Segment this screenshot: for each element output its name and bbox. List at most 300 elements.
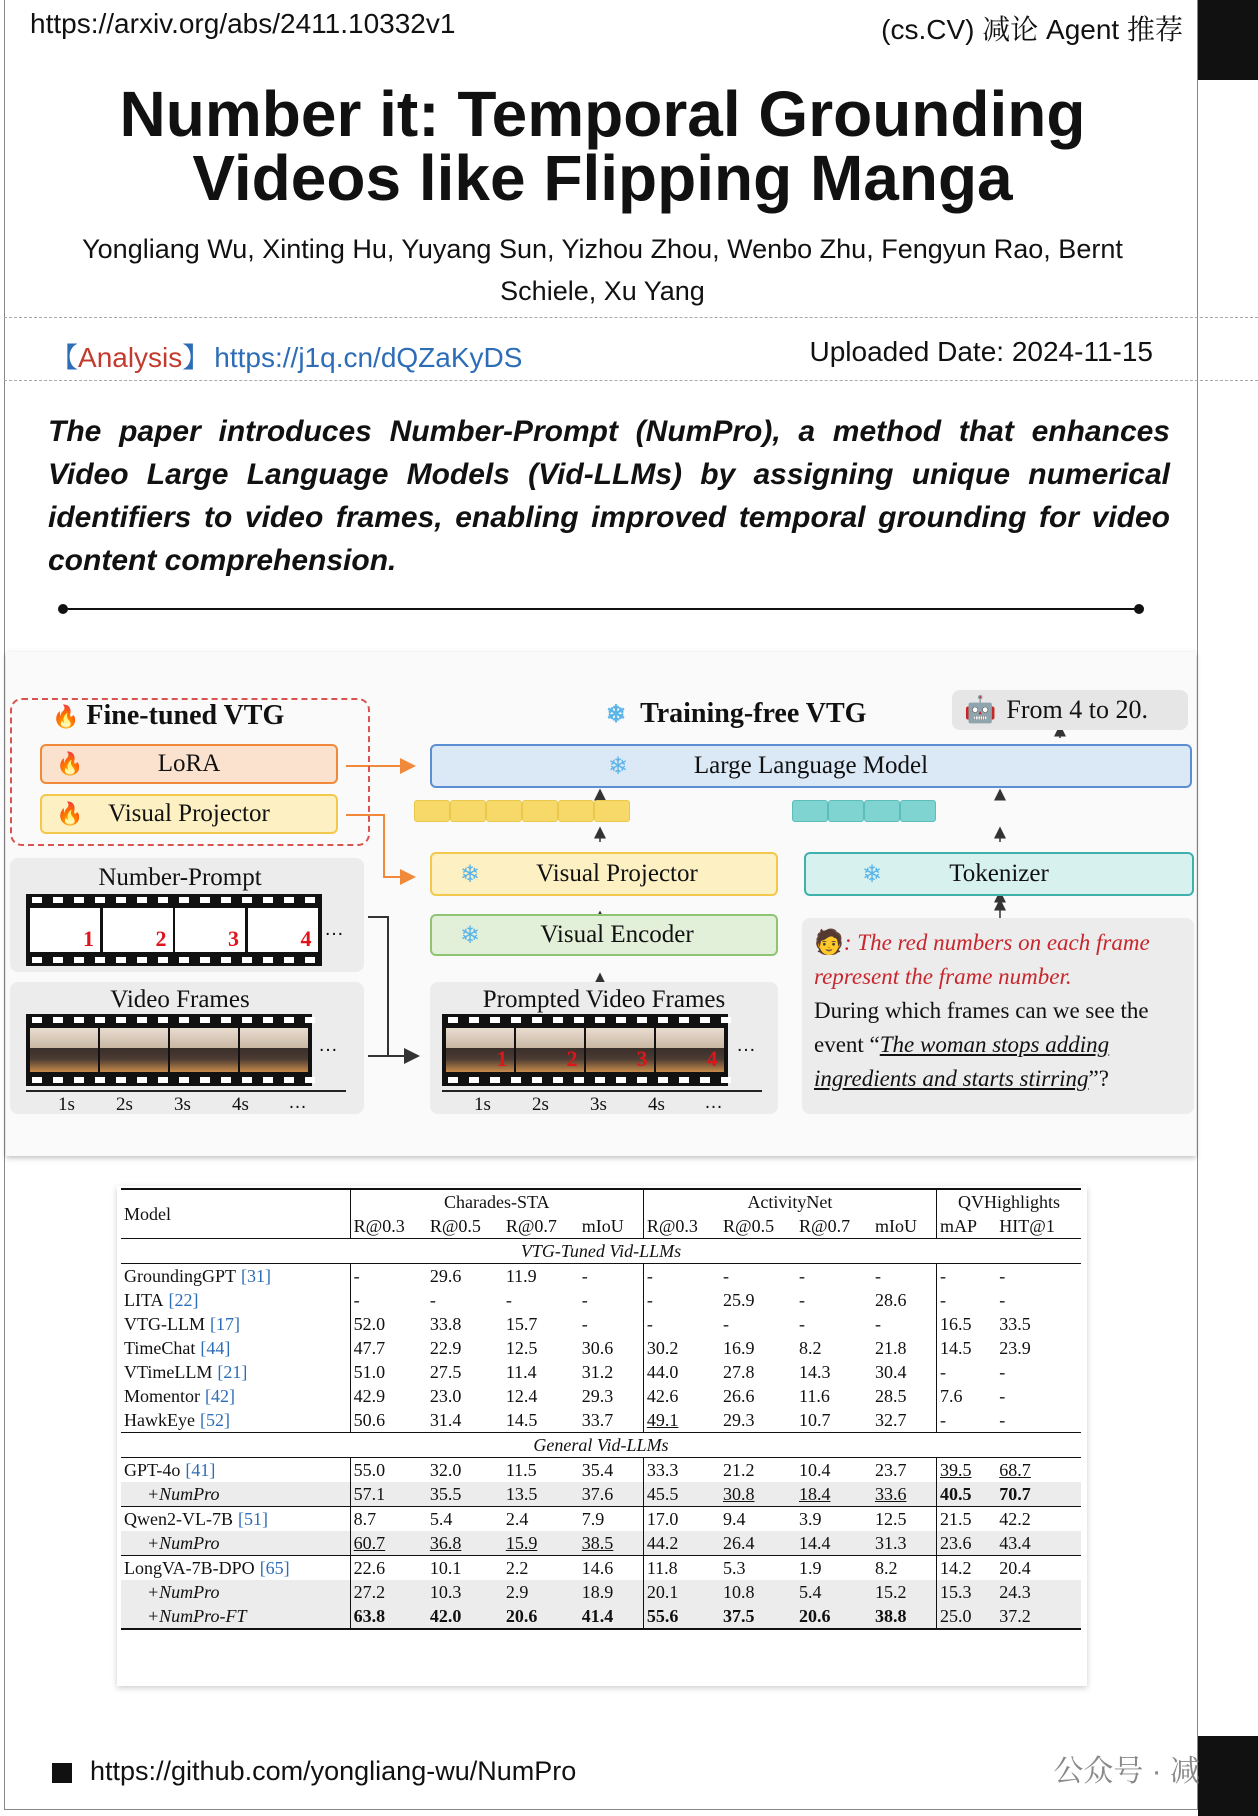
sprocket-hole	[95, 897, 105, 903]
table-cell: 26.6	[723, 1385, 755, 1406]
frame-number: 4	[300, 926, 312, 951]
table-cell: 2.2	[505, 1557, 529, 1578]
sprocket-hole	[53, 1077, 63, 1083]
table-cell: 12.5	[872, 1507, 937, 1532]
sprocket-hole	[200, 897, 210, 903]
table-cell: -	[940, 1265, 947, 1286]
table-cell: -	[579, 1264, 644, 1289]
sprocket-hole	[74, 957, 84, 963]
ellipsis: …	[324, 918, 344, 940]
visual-token	[450, 800, 486, 822]
table-cell: 50.6	[353, 1409, 386, 1430]
sprocket-hole	[284, 957, 294, 963]
table-cell: 29.3	[723, 1409, 755, 1430]
prompted-filmstrip	[442, 1014, 728, 1086]
frame-number: 3	[228, 926, 239, 951]
model-name: +NumPro	[121, 1482, 350, 1507]
table-cell: 60.7	[353, 1532, 386, 1553]
table-cell: 3.9	[798, 1508, 822, 1529]
abstract: The paper introduces Number-Prompt (NumPro), a method that enhances Video Large Language Models (Vid-LLMs) by assigning unique numerical identifiers to video frames, enabling improved temporal grounding for video content comprehension.	[48, 415, 1170, 577]
model-name: +NumPro	[121, 1531, 350, 1556]
table-cell: 7.9	[579, 1507, 644, 1532]
time-tick: 1s	[58, 1094, 75, 1115]
table-cell: 55.6	[646, 1605, 679, 1626]
table-cell: 45.5	[646, 1483, 679, 1504]
table-row	[121, 1384, 1081, 1408]
model-name: Momentor [42]	[121, 1384, 350, 1408]
table-cell: -	[940, 1409, 947, 1430]
sprocket-hole	[595, 1077, 605, 1083]
table-cell: 28.6	[872, 1288, 937, 1312]
sprocket-hole	[511, 1077, 521, 1083]
visual-token	[558, 800, 594, 822]
table-cell: 22.6	[353, 1557, 386, 1578]
method-figure	[6, 652, 1196, 1156]
table-cell: 10.3	[429, 1581, 462, 1602]
table-cell: -	[798, 1289, 805, 1310]
sprocket-hole	[263, 897, 273, 903]
sprocket-hole	[95, 957, 105, 963]
visual-token	[594, 800, 630, 822]
table-cell: 10.8	[723, 1581, 755, 1602]
arxiv-link[interactable]: https://arxiv.org/abs/2411.10332v1	[30, 8, 456, 39]
citation: [31]	[241, 1265, 271, 1286]
table-cell: 31.4	[429, 1409, 462, 1430]
sprocket-hole	[679, 1077, 689, 1083]
model-name: LongVA-7B-DPO [65]	[121, 1556, 350, 1581]
citation: [44]	[200, 1337, 231, 1358]
number-prompt-label: Number-Prompt	[98, 864, 262, 891]
table-cell: 27.8	[723, 1361, 755, 1382]
analysis-link[interactable]	[50, 336, 522, 376]
sprocket-hole	[574, 1077, 584, 1083]
table-cell: 21.8	[872, 1336, 937, 1360]
ellipsis: …	[704, 1092, 723, 1113]
table-cell: 70.7	[999, 1483, 1031, 1504]
time-tick: 2s	[116, 1094, 133, 1115]
snowflake-icon: ❄	[460, 922, 481, 949]
citation: [52]	[199, 1409, 230, 1430]
sprocket-hole	[700, 1017, 710, 1023]
table-cell: 23.9	[999, 1337, 1031, 1358]
sprocket-hole	[137, 897, 147, 903]
table-cell: 15.9	[505, 1532, 538, 1553]
table-row	[121, 1408, 1081, 1433]
corner-block	[1198, 1736, 1258, 1816]
model-name: TimeChat [44]	[121, 1336, 350, 1360]
metric-header: R@0.3	[353, 1215, 405, 1236]
sprocket-hole	[242, 897, 252, 903]
time-tick: 4s	[232, 1094, 249, 1115]
table-row	[121, 1482, 1081, 1507]
tokenizer-box	[804, 852, 1194, 896]
table-cell: 31.2	[579, 1360, 644, 1384]
sprocket-hole	[74, 1017, 84, 1023]
table-cell: -	[999, 1289, 1006, 1310]
text-token	[828, 800, 864, 822]
title-line-2: Videos like Flipping Manga	[192, 142, 1013, 214]
flame-icon: 🔥	[52, 704, 80, 729]
table-cell: 49.1	[646, 1409, 679, 1430]
sprocket-hole	[179, 957, 189, 963]
sprocket-hole	[490, 1077, 500, 1083]
table-cell: 13.5	[505, 1483, 538, 1504]
table-cell: 20.1	[646, 1581, 679, 1602]
visual-token	[522, 800, 558, 822]
sprocket-hole	[721, 1017, 731, 1023]
table-cell: 23.6	[940, 1532, 972, 1553]
sprocket-hole	[721, 1077, 731, 1083]
table-cell: 55.0	[353, 1459, 386, 1480]
film-frame	[248, 908, 318, 952]
table-cell: 1.9	[798, 1557, 822, 1578]
separator	[4, 317, 1258, 318]
table-cell: 25.9	[723, 1289, 755, 1310]
text-token	[864, 800, 900, 822]
table-cell: 33.3	[646, 1459, 679, 1480]
sprocket-hole	[221, 1077, 231, 1083]
sprocket-hole	[616, 1017, 626, 1023]
group-header: ActivityNet	[643, 1189, 936, 1214]
table-cell: 35.5	[429, 1483, 462, 1504]
table-cell: 12.4	[505, 1385, 538, 1406]
snowflake-icon: ❄	[606, 702, 627, 728]
sprocket-hole	[305, 897, 315, 903]
sprocket-hole	[221, 897, 231, 903]
sprocket-hole	[221, 957, 231, 963]
table-cell: 14.3	[798, 1361, 831, 1382]
table-cell: 9.4	[723, 1508, 746, 1529]
visual-encoder-label: Visual Encoder	[540, 921, 694, 948]
text-token	[792, 800, 828, 822]
sprocket-hole	[616, 1077, 626, 1083]
table-cell: -	[872, 1312, 937, 1336]
film-frame	[103, 908, 173, 952]
table-cell: 2.9	[505, 1581, 529, 1602]
group-header: Charades-STA	[350, 1189, 643, 1214]
visual-projector-left-label: Visual Projector	[108, 800, 270, 827]
table-cell: 32.7	[872, 1408, 937, 1433]
sprocket-hole	[116, 1077, 126, 1083]
table-cell: 40.5	[940, 1483, 972, 1504]
table-cell: 15.3	[940, 1581, 972, 1602]
sprocket-hole	[284, 897, 294, 903]
table-cell: -	[353, 1289, 360, 1310]
table-cell: 26.4	[723, 1532, 755, 1553]
wechat-watermark: 公众号 · 减	[1053, 1755, 1200, 1788]
frame-number: 2	[566, 1046, 578, 1071]
github-link[interactable]: https://github.com/yongliang-wu/NumPro	[90, 1756, 577, 1786]
sprocket-hole	[200, 957, 210, 963]
prompted-frames-label: Prompted Video Frames	[482, 986, 726, 1013]
sprocket-hole	[53, 897, 63, 903]
analysis-url[interactable]: https://j1q.cn/dQZaKyDS	[214, 342, 523, 373]
sprocket-hole	[32, 957, 42, 963]
sprocket-hole	[700, 1077, 710, 1083]
table-cell: 29.6	[429, 1265, 462, 1286]
lora-label: LoRA	[157, 750, 221, 777]
sprocket-hole	[158, 1017, 168, 1023]
citation: [42]	[205, 1385, 235, 1406]
sprocket-hole	[137, 957, 147, 963]
sprocket-hole	[179, 1017, 189, 1023]
table-cell: 23.7	[872, 1458, 937, 1483]
citation: [17]	[209, 1313, 240, 1334]
table-row	[121, 1336, 1081, 1360]
sprocket-hole	[242, 1017, 252, 1023]
visual-projector-finetuned	[40, 794, 338, 834]
table-cell: -	[798, 1265, 805, 1286]
table-cell: 23.0	[429, 1385, 462, 1406]
frame-number: 1	[496, 1046, 508, 1071]
sprocket-hole	[553, 1017, 563, 1023]
table-cell: 42.6	[646, 1385, 679, 1406]
citation: [65]	[259, 1557, 290, 1578]
sprocket-hole	[658, 1077, 668, 1083]
sprocket-hole	[532, 1077, 542, 1083]
table-row	[121, 1264, 1081, 1289]
table-cell: 38.8	[872, 1604, 937, 1629]
table-cell: 36.8	[429, 1532, 462, 1553]
table-cell: 33.7	[579, 1408, 644, 1433]
time-tick: 4s	[648, 1094, 665, 1115]
time-tick: 2s	[532, 1094, 549, 1115]
group-header: QVHighlights	[958, 1191, 1061, 1212]
answer-bubble	[952, 690, 1188, 730]
table-cell: 20.6	[505, 1605, 538, 1626]
table-cell: 51.0	[353, 1361, 386, 1382]
time-tick: 3s	[590, 1094, 607, 1115]
table-cell: 32.0	[429, 1459, 462, 1480]
model-header: Model	[121, 1189, 350, 1239]
table-cell: 16.9	[723, 1337, 755, 1358]
metric-header: R@0.3	[646, 1215, 698, 1236]
table-cell: 10.7	[798, 1409, 831, 1430]
table-row	[121, 1507, 1081, 1532]
title-line-1: Number it: Temporal Grounding	[119, 78, 1086, 150]
table-cell: 42.0	[429, 1605, 462, 1626]
sprocket-hole	[200, 1017, 210, 1023]
sprocket-hole	[221, 1017, 231, 1023]
visual-token	[486, 800, 522, 822]
sprocket-hole	[95, 1017, 105, 1023]
table-cell: 44.0	[646, 1361, 679, 1382]
sprocket-hole	[637, 1017, 647, 1023]
robot-icon: 🤖	[964, 695, 997, 724]
table-cell: 42.9	[353, 1385, 386, 1406]
table-cell: 10.1	[429, 1557, 462, 1578]
table-cell: -	[646, 1313, 653, 1334]
sprocket-hole	[595, 1017, 605, 1023]
sprocket-hole	[574, 1017, 584, 1023]
sprocket-hole	[490, 1017, 500, 1023]
sprocket-hole	[469, 1077, 479, 1083]
frame-number: 3	[636, 1046, 648, 1071]
sprocket-hole	[200, 1077, 210, 1083]
table-cell: 18.4	[798, 1483, 831, 1504]
table-cell: 14.2	[940, 1557, 972, 1578]
frame-number: 4	[706, 1046, 718, 1071]
sprocket-hole	[158, 1077, 168, 1083]
table-cell: 15.2	[872, 1580, 937, 1604]
sprocket-hole	[74, 1077, 84, 1083]
table-cell: 5.4	[429, 1508, 453, 1529]
answer-text: From 4 to 20.	[1006, 695, 1148, 724]
table-cell: 5.4	[798, 1581, 822, 1602]
table-cell: 8.2	[872, 1556, 937, 1581]
snowflake-icon: ❄	[608, 753, 629, 780]
model-name: VTG-LLM [17]	[121, 1312, 350, 1336]
question-event: The woman stops adding ingredients and starts stirring	[814, 1032, 1110, 1091]
film-frame	[30, 1028, 98, 1072]
sprocket-hole	[284, 1017, 294, 1023]
table-cell: 33.8	[429, 1313, 462, 1334]
table-cell: -	[505, 1289, 512, 1310]
table-cell: 29.3	[579, 1384, 644, 1408]
snowflake-icon: ❄	[862, 861, 883, 888]
table-cell: -	[723, 1313, 729, 1334]
table-cell: 11.9	[505, 1265, 537, 1286]
table-cell: -	[723, 1265, 729, 1286]
sprocket-hole	[263, 1077, 273, 1083]
table-cell: 43.4	[999, 1532, 1031, 1553]
user-avatar-icon: 🧑	[814, 930, 844, 956]
visual-encoder-box	[430, 914, 778, 956]
film-frame	[30, 908, 100, 952]
metric-header: R@0.5	[723, 1215, 775, 1236]
table-row	[121, 1288, 1081, 1312]
table-cell: -	[579, 1288, 644, 1312]
ellipsis: …	[318, 1034, 338, 1056]
sprocket-hole	[32, 1077, 42, 1083]
citation: [21]	[217, 1361, 248, 1382]
sprocket-hole	[511, 1017, 521, 1023]
table-cell: 68.7	[999, 1459, 1031, 1480]
sprocket-hole	[116, 957, 126, 963]
citation: [41]	[185, 1459, 216, 1480]
table-cell: -	[798, 1313, 805, 1334]
metric-header: mIoU	[872, 1214, 937, 1239]
training-free-text: Training-free VTG	[640, 698, 867, 729]
table-cell: 27.5	[429, 1361, 462, 1382]
authors	[40, 228, 1165, 312]
sprocket-hole	[179, 897, 189, 903]
metric-header: R@0.5	[429, 1215, 481, 1236]
film-frame	[240, 1028, 308, 1072]
section-header: VTG-Tuned Vid-LLMs	[520, 1240, 682, 1261]
sprocket-hole	[137, 1077, 147, 1083]
sprocket-hole	[158, 897, 168, 903]
table-cell: 52.0	[353, 1313, 386, 1334]
table-cell: 21.2	[723, 1459, 755, 1480]
table-cell: 17.0	[646, 1508, 679, 1529]
paper-title	[0, 78, 1205, 214]
bracket: 【	[50, 342, 79, 373]
table-cell: -	[999, 1361, 1006, 1382]
citation: [22]	[168, 1289, 199, 1310]
film-frame	[100, 1028, 168, 1072]
bullet-square	[52, 1763, 72, 1783]
sprocket-hole	[53, 1017, 63, 1023]
model-name: +NumPro	[121, 1580, 350, 1604]
table-cell: 24.3	[999, 1581, 1031, 1602]
table-cell: 20.4	[999, 1557, 1031, 1578]
table-cell: 14.6	[579, 1556, 644, 1581]
table-cell: 33.5	[999, 1313, 1031, 1334]
table-cell: 27.2	[353, 1581, 386, 1602]
analysis-label: Analysis	[78, 342, 183, 373]
snowflake-icon: ❄	[460, 861, 481, 888]
table-cell: 44.2	[646, 1532, 679, 1553]
flame-icon: 🔥	[56, 751, 84, 776]
table-cell: 7.6	[940, 1385, 963, 1406]
text-token	[900, 800, 936, 822]
table-cell: 41.4	[579, 1604, 644, 1629]
table-cell: 10.4	[798, 1459, 831, 1480]
table-cell: -	[429, 1289, 436, 1310]
frame-number: 2	[155, 926, 167, 951]
video-filmstrip	[26, 1014, 312, 1086]
category-label: (cs.CV) 减论 Agent 推荐	[881, 14, 1183, 45]
table-cell: 63.8	[353, 1605, 386, 1626]
metric-header: mIoU	[579, 1214, 644, 1239]
number-prompt-filmstrip	[26, 894, 322, 966]
sprocket-hole	[116, 1017, 126, 1023]
table-cell: 14.4	[798, 1532, 831, 1553]
authors-line-1: Yongliang Wu, Xinting Hu, Yuyang Sun, Yizhou Zhou, Wenbo Zhu, Fengyun Rao, Bernt	[82, 234, 1123, 264]
table-cell: -	[940, 1289, 947, 1310]
citation: [51]	[237, 1508, 268, 1529]
sprocket-hole	[32, 897, 42, 903]
lora-box	[40, 744, 338, 784]
question-plain-text: During which frames can we see the event “	[814, 998, 1149, 1057]
model-name: Qwen2-VL-7B [51]	[121, 1507, 350, 1532]
sprocket-hole	[658, 1017, 668, 1023]
table-cell: 2.4	[505, 1508, 529, 1529]
model-name: GPT-4o [41]	[121, 1458, 350, 1483]
table-cell: 33.6	[872, 1482, 937, 1507]
corner-block	[1198, 0, 1258, 80]
metric-header: HIT@1	[999, 1215, 1055, 1236]
authors-line-2: Schiele, Xu Yang	[500, 276, 705, 306]
model-name: VTimeLLM [21]	[121, 1360, 350, 1384]
table-row	[121, 1312, 1081, 1336]
table-cell: 35.4	[579, 1458, 644, 1483]
table-cell: 12.5	[505, 1337, 538, 1358]
finetuned-vtg-label	[52, 700, 284, 732]
table-cell: -	[579, 1312, 644, 1336]
sprocket-hole	[553, 1077, 563, 1083]
sprocket-hole	[679, 1017, 689, 1023]
table-row	[121, 1360, 1081, 1384]
question-red-text: : The red numbers on each frame represent the frame number.	[814, 930, 1150, 989]
sprocket-hole	[95, 1077, 105, 1083]
table-cell: 20.6	[798, 1605, 831, 1626]
time-tick: 3s	[174, 1094, 191, 1115]
metric-header: R@0.7	[505, 1215, 557, 1236]
sprocket-hole	[284, 1077, 294, 1083]
visual-token	[414, 800, 450, 822]
table-cell: 30.8	[723, 1483, 755, 1504]
table-cell: -	[940, 1361, 947, 1382]
divider	[62, 608, 1140, 610]
table-cell: 57.1	[353, 1483, 386, 1504]
table-cell: 38.5	[579, 1531, 644, 1556]
sprocket-hole	[532, 1017, 542, 1023]
llm-label: Large Language Model	[693, 752, 929, 779]
table-cell: 16.5	[940, 1313, 972, 1334]
model-name: +NumPro-FT	[121, 1604, 350, 1629]
